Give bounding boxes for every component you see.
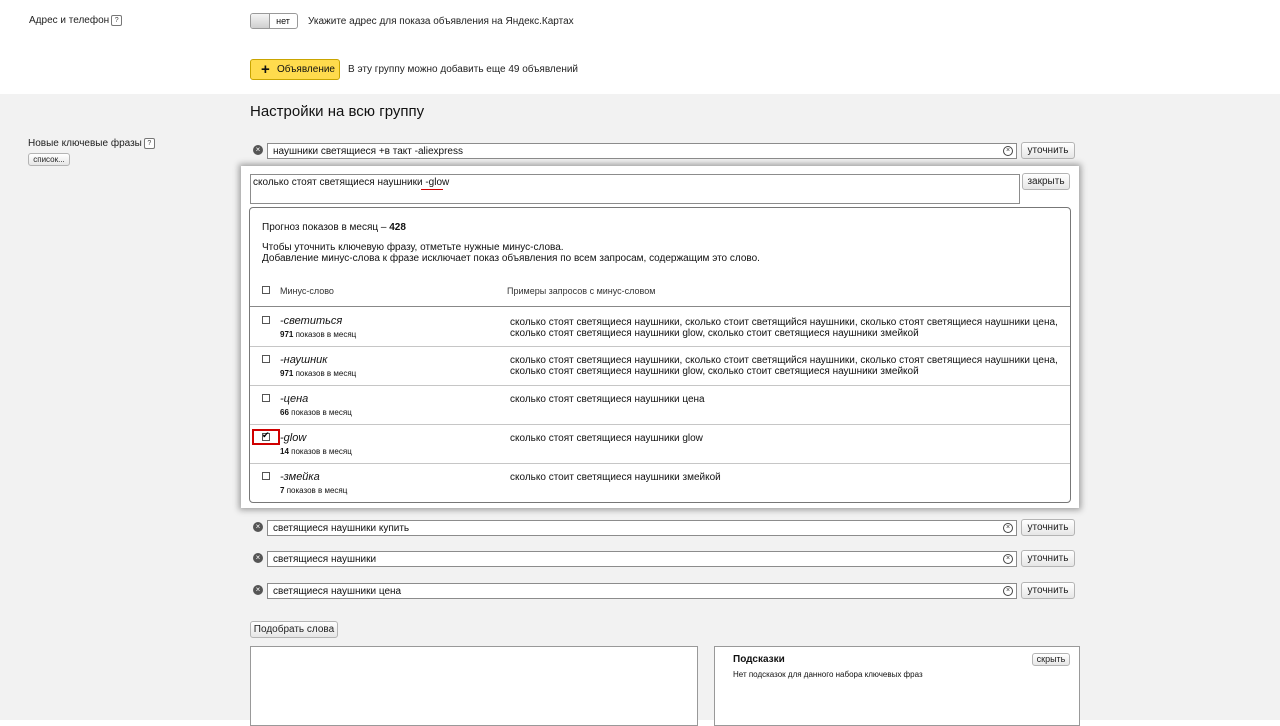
minus-word: -змейка — [280, 471, 320, 483]
phrase-edit-field[interactable] — [250, 174, 1020, 204]
address-phone-label-text: Адрес и телефон — [29, 15, 110, 26]
minus-word-checkbox[interactable] — [262, 433, 270, 441]
example-line: сколько стоит светящиеся наушники змейкой — [510, 472, 721, 483]
list-button[interactable]: список... — [28, 153, 70, 166]
divider — [250, 424, 1070, 425]
example-queries — [510, 472, 721, 483]
forecast-label: Прогноз показов в месяц – — [262, 222, 387, 233]
count-unit: показов в месяц — [295, 369, 357, 378]
example-queries — [510, 433, 703, 444]
add-ad-label: Объявление — [277, 64, 335, 75]
clear-icon[interactable]: × — [1003, 523, 1013, 533]
keyword-field[interactable] — [267, 551, 1017, 567]
hints-text: Нет подсказок для данного набора ключевых фраз — [733, 670, 923, 679]
keyword-value: светящиеся наушники — [273, 554, 377, 565]
keyword-field[interactable] — [267, 143, 1017, 159]
minus-word-checkbox[interactable] — [262, 355, 270, 363]
remove-phrase-icon[interactable]: × — [253, 585, 263, 595]
select-all-checkbox[interactable] — [262, 286, 270, 294]
refine-button[interactable]: уточнить — [1021, 519, 1075, 536]
clear-icon[interactable]: × — [1003, 146, 1013, 156]
keyword-field[interactable] — [267, 520, 1017, 536]
example-queries — [510, 355, 1058, 377]
minus-word: -glow — [280, 432, 307, 444]
count-unit: показов в месяц — [295, 330, 357, 339]
clear-icon[interactable]: × — [1003, 554, 1013, 564]
example-queries — [510, 394, 705, 405]
hints-title: Подсказки — [733, 654, 785, 665]
address-phone-label — [29, 15, 122, 26]
minus-word: -наушник — [280, 354, 328, 366]
impressions-count — [280, 408, 352, 417]
forecast-value: 428 — [389, 222, 406, 233]
address-hint: Укажите адрес для показа объявления на Яндекс.Картах — [308, 16, 574, 27]
impressions-count — [280, 447, 352, 456]
column-minus-word: Минус-слово — [280, 286, 334, 296]
minus-word-checkbox[interactable] — [262, 316, 270, 324]
count-value: 14 — [280, 447, 289, 456]
instruction-line: Добавление минус-слова к фразе исключает показ объявления по всем запросам, содержащим это слово. — [262, 253, 760, 264]
minus-word: -цена — [280, 393, 309, 405]
example-line: сколько стоят светящиеся наушники glow, сколько стоит светящиеся наушники змейкой — [510, 366, 919, 377]
keyword-value: светящиеся наушники цена — [273, 586, 402, 597]
keyword-value: наушники светящиеся +в такт -aliexpress — [273, 146, 463, 157]
count-unit: показов в месяц — [291, 408, 352, 417]
keywords-label — [28, 138, 155, 149]
remove-phrase-icon[interactable]: × — [253, 553, 263, 563]
hide-hints-button[interactable]: скрыть — [1032, 653, 1070, 666]
toggle-knob[interactable] — [251, 14, 270, 28]
example-line: сколько стоят светящиеся наушники glow, сколько стоит светящиеся наушники змейкой — [510, 328, 919, 339]
keyword-value: светящиеся наушники купить — [273, 523, 410, 534]
refine-button[interactable]: уточнить — [1021, 550, 1075, 567]
keyword-field[interactable] — [267, 583, 1017, 599]
example-line: сколько стоят светящиеся наушники цена — [510, 394, 705, 405]
help-icon[interactable]: ? — [111, 15, 122, 26]
group-settings-title: Настройки на всю группу — [250, 103, 425, 120]
example-line: сколько стоят светящиеся наушники, сколько стоит светящийся наушники, сколько стоят светящиеся наушники цена, — [510, 317, 1058, 328]
toggle-value: нет — [276, 16, 290, 26]
count-unit: показов в месяц — [291, 447, 352, 456]
add-ad-button[interactable] — [250, 59, 340, 80]
count-value: 971 — [280, 369, 294, 378]
count-value: 971 — [280, 330, 294, 339]
minus-word: -светиться — [280, 315, 343, 327]
column-examples: Примеры запросов с минус-словом — [507, 286, 656, 296]
plus-icon: + — [261, 61, 270, 78]
spellcheck-underline — [421, 188, 443, 190]
count-value: 7 — [280, 486, 285, 495]
help-icon[interactable]: ? — [144, 138, 155, 149]
add-ad-note: В эту группу можно добавить еще 49 объявлений — [348, 64, 579, 75]
divider — [250, 306, 1070, 307]
example-queries — [510, 317, 1058, 339]
instructions — [262, 242, 760, 264]
divider — [250, 463, 1070, 464]
instruction-line: Чтобы уточнить ключевую фразу, отметьте нужные минус-слова. — [262, 242, 564, 253]
keywords-label-text: Новые ключевые фразы — [28, 138, 142, 149]
divider — [250, 346, 1070, 347]
minus-word-checkbox[interactable] — [262, 394, 270, 402]
forecast — [262, 222, 406, 233]
pick-words-button[interactable]: Подобрать слова — [250, 621, 338, 638]
close-button[interactable]: закрыть — [1022, 173, 1070, 190]
phrase-edit-value: сколько стоят светящиеся наушники -glow — [253, 177, 450, 188]
divider — [250, 385, 1070, 386]
count-unit: показов в месяц — [286, 486, 348, 495]
example-line: сколько стоят светящиеся наушники glow — [510, 433, 703, 444]
example-line: сколько стоят светящиеся наушники, сколько стоит светящийся наушники, сколько стоят светящиеся наушники цена, — [510, 355, 1058, 366]
count-value: 66 — [280, 408, 289, 417]
remove-phrase-icon[interactable]: × — [253, 522, 263, 532]
minus-word-checkbox[interactable] — [262, 472, 270, 480]
clear-icon[interactable]: × — [1003, 586, 1013, 596]
refine-button[interactable]: уточнить — [1021, 582, 1075, 599]
refine-button[interactable]: уточнить — [1021, 142, 1075, 159]
impressions-count — [280, 369, 356, 378]
impressions-count — [280, 330, 356, 339]
address-toggle[interactable] — [250, 13, 298, 29]
impressions-count — [280, 486, 347, 495]
words-textarea[interactable] — [250, 646, 698, 726]
remove-phrase-icon[interactable]: × — [253, 145, 263, 155]
